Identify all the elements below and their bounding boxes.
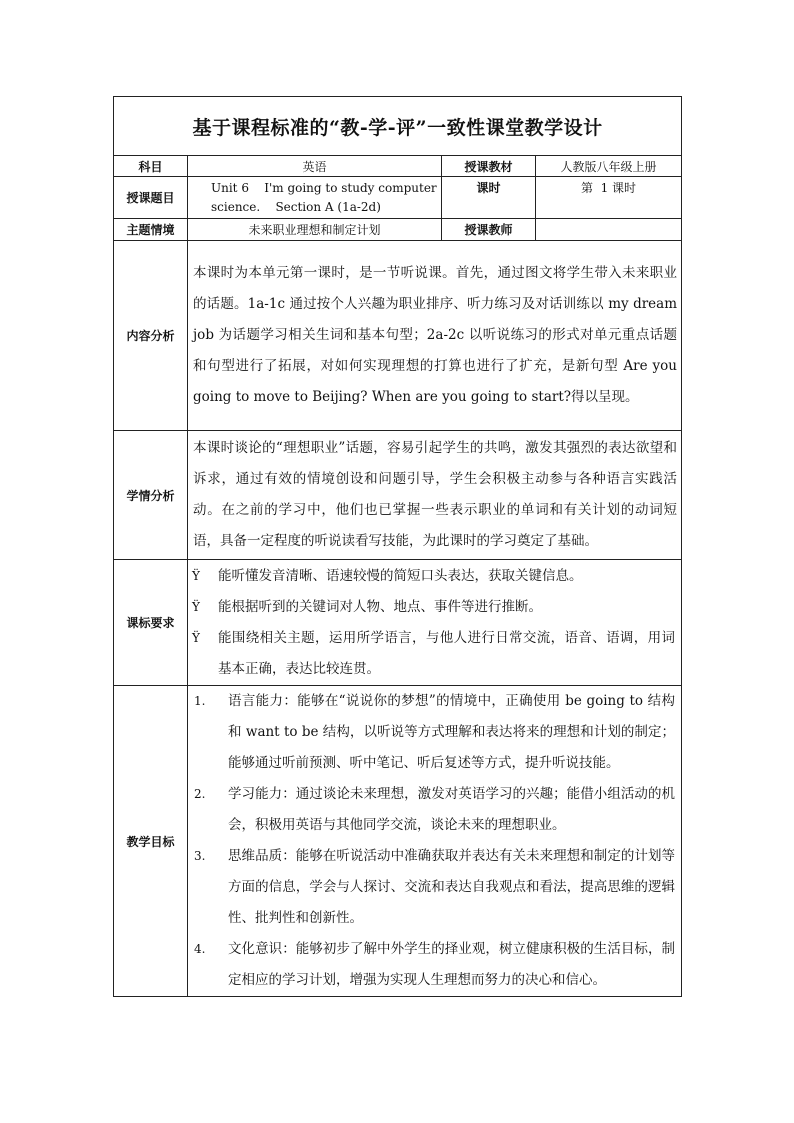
goal-text: 文化意识：能够初步了解中外学生的择业观，树立健康积极的生活目标，制定相应的学习计划，增强为实现人生理想而努力的决心和信心。	[228, 941, 676, 988]
subject-row	[114, 156, 682, 177]
bullet-icon: Ÿ	[192, 599, 200, 614]
bullet-icon: Ÿ	[192, 568, 200, 583]
list-item	[188, 592, 681, 623]
teacher-label: 授课教师	[442, 219, 536, 241]
list-item	[188, 623, 681, 685]
subject-label: 科目	[114, 156, 188, 177]
bullet-icon: Ÿ	[192, 630, 200, 645]
document-title: 基于课程标准的“教-学-评”一致性课堂教学设计	[114, 97, 682, 156]
teaching-goals-cell	[188, 686, 682, 997]
list-item	[188, 561, 681, 592]
topic-value	[188, 177, 442, 219]
list-item	[188, 686, 681, 779]
goal-text: 语言能力：能够在“说说你的梦想”的情境中，正确使用 be going to 结构和 want to be 结构，以听说等方式理解和表达将来的理想和计划的制定；能够通过听前预测、听中笔记、听后复述等方式，提升听说技能。	[228, 693, 676, 771]
teaching-goals-row	[114, 686, 682, 997]
goal-text: 思维品质：能够在听说活动中准确获取并表达有关未来理想和制定的计划等方面的信息，学会与人探讨、交流和表达自我观点和看法，提高思维的逻辑性、批判性和创新性。	[228, 848, 676, 926]
theme-row	[114, 219, 682, 241]
learner-analysis-label: 学情分析	[114, 431, 188, 560]
learner-analysis-row	[114, 431, 682, 560]
list-item-text: 能根据听到的关键词对人物、地点、事件等进行推断。	[218, 598, 542, 615]
list-item-text: 能围绕相关主题，运用所学语言，与他人进行日常交流，语音、语调，用词基本正确，表达比较连贯。	[218, 629, 676, 677]
textbook-label: 授课教材	[442, 156, 536, 177]
curriculum-row	[114, 560, 682, 686]
goal-number: 2.	[194, 787, 206, 801]
content-analysis-row	[114, 241, 682, 431]
list-item	[188, 841, 681, 934]
topic-row	[114, 177, 682, 219]
list-item	[188, 779, 681, 841]
topic-label: 授课题目	[114, 177, 188, 219]
topic-line-2: science. Section A (1a-2d)	[211, 199, 381, 214]
content-analysis-cell	[188, 241, 682, 431]
goal-number: 3.	[194, 849, 206, 863]
topic-line-1: Unit 6 I'm going to study computer	[211, 180, 437, 195]
subject-value: 英语	[188, 156, 442, 177]
lesson-plan-table	[113, 96, 682, 997]
list-item-text: 能听懂发音清晰、语速较慢的简短口头表达，获取关键信息。	[218, 567, 583, 584]
period-label: 课时	[442, 177, 536, 219]
theme-label: 主题情境	[114, 219, 188, 241]
teaching-goals-label: 教学目标	[114, 686, 188, 997]
content-analysis-text: 本课时为本单元第一课时，是一节听说课。首先，通过图文将学生带入未来职业的话题。1a-1c 通过按个人兴趣为职业排序、听力练习及对话训练以 my dream job 为话题学习相关生词和基本句型；2a-2c 以听说练习的形式对单元重点话题和句型进行了拓展，对如何实现理想的打算也进行了扩充，是新句型 Are you going to move to Beijing? When are you going to start?得以呈现。	[193, 265, 678, 405]
curriculum-label: 课标要求	[114, 560, 188, 686]
list-item	[188, 934, 681, 996]
learner-analysis-cell	[188, 431, 682, 560]
theme-value: 未来职业理想和制定计划	[188, 219, 442, 241]
textbook-value: 人教版八年级上册	[536, 156, 682, 177]
teacher-value	[536, 219, 682, 241]
goal-number: 1.	[194, 694, 206, 708]
period-value: 第 1 课时	[536, 177, 682, 219]
title-row	[114, 97, 682, 156]
goal-number: 4.	[194, 942, 206, 956]
content-analysis-label: 内容分析	[114, 241, 188, 431]
goal-text: 学习能力：通过谈论未来理想，激发对英语学习的兴趣；能借小组活动的机会，积极用英语与其他同学交流，谈论未来的理想职业。	[228, 786, 676, 833]
learner-analysis-text: 本课时谈论的“理想职业”话题，容易引起学生的共鸣，激发其强烈的表达欲望和诉求，通过有效的情境创设和问题引导，学生会积极主动参与各种语言实践活动。在之前的学习中，他们也已掌握一些表示职业的单词和有关计划的动词短语，具备一定程度的听说读看写技能，为此课时的学习奠定了基础。	[193, 440, 678, 549]
curriculum-cell	[188, 560, 682, 686]
